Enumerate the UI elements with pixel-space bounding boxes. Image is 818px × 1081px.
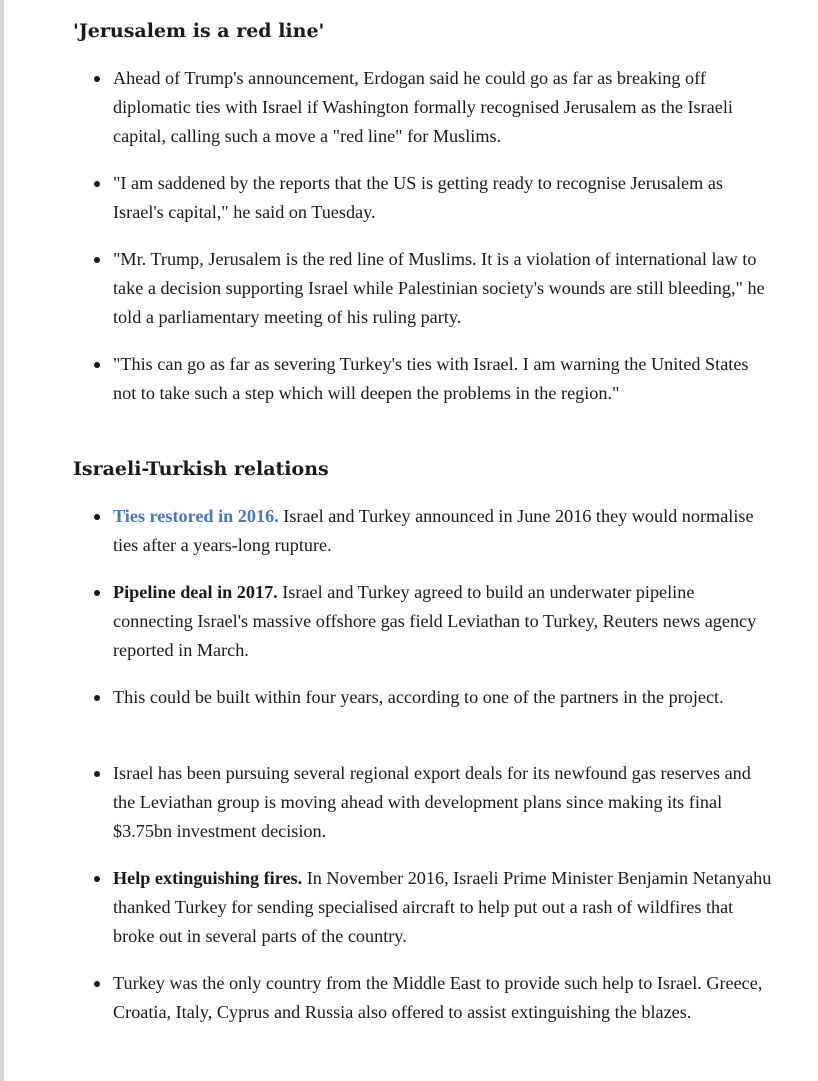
list-item-text: This could be built within four years, according to one of the partners in the project. [113, 687, 724, 707]
section-heading-relations: Israeli-Turkish relations [73, 458, 329, 480]
list-item-lead: Pipeline deal in 2017. [113, 582, 278, 602]
list-item: "I am saddened by the reports that the US is getting ready to recognise Jerusalem as Israel's capital," he said on Tuesday. [113, 169, 773, 227]
list-item [113, 759, 773, 846]
list-item [113, 578, 773, 665]
ties-restored-link[interactable]: Ties restored in 2016. [113, 506, 279, 526]
section-heading-jerusalem: 'Jerusalem is a red line' [73, 20, 325, 42]
list-item-text: In November 2016, Israeli Prime Minister Benjamin Netanyahu thanked Turkey for sending specialised aircraft to help put out a rash of wildfires that broke out in several parts of the country. [113, 868, 772, 946]
list-item-text: Turkey was the only country from the Middle East to provide such help to Israel. Greece, Croatia, Italy, Cyprus and Russia also offered to assist extinguishing the blazes. [113, 973, 763, 1022]
list-item: Ahead of Trump's announcement, Erdogan said he could go as far as breaking off diplomatic ties with Israel if Washington formally recognised Jerusalem as the Israeli capital, calling such a move a "red line" for Muslims. [113, 64, 773, 151]
list-item: "This can go as far as severing Turkey's ties with Israel. I am warning the United States not to take such a step which will deepen the problems in the region." [113, 350, 773, 408]
page-left-border [0, 0, 4, 1081]
list-item-text: Israel and Turkey announced in June 2016 they would normalise ties after a years-long rupture. [113, 506, 754, 555]
list-item [113, 683, 773, 712]
list-item [113, 864, 773, 951]
list-item-lead: Help extinguishing fires. [113, 868, 303, 888]
list-item [113, 969, 773, 1027]
list-item [113, 502, 773, 560]
list-item: "Mr. Trump, Jerusalem is the red line of Muslims. It is a violation of international law to take a decision supporting Israel while Palestinian society's wounds are still bleeding," he told a parliamentary meeting of his ruling party. [113, 245, 773, 332]
list-item-text: Israel has been pursuing several regional export deals for its newfound gas reserves and the Leviathan group is moving ahead with development plans since making its final $3.75bn investment decision. [113, 763, 751, 841]
list-item-text: Israel and Turkey agreed to build an underwater pipeline connecting Israel's massive offshore gas field Leviathan to Turkey, Reuters news agency reported in March. [113, 582, 757, 660]
